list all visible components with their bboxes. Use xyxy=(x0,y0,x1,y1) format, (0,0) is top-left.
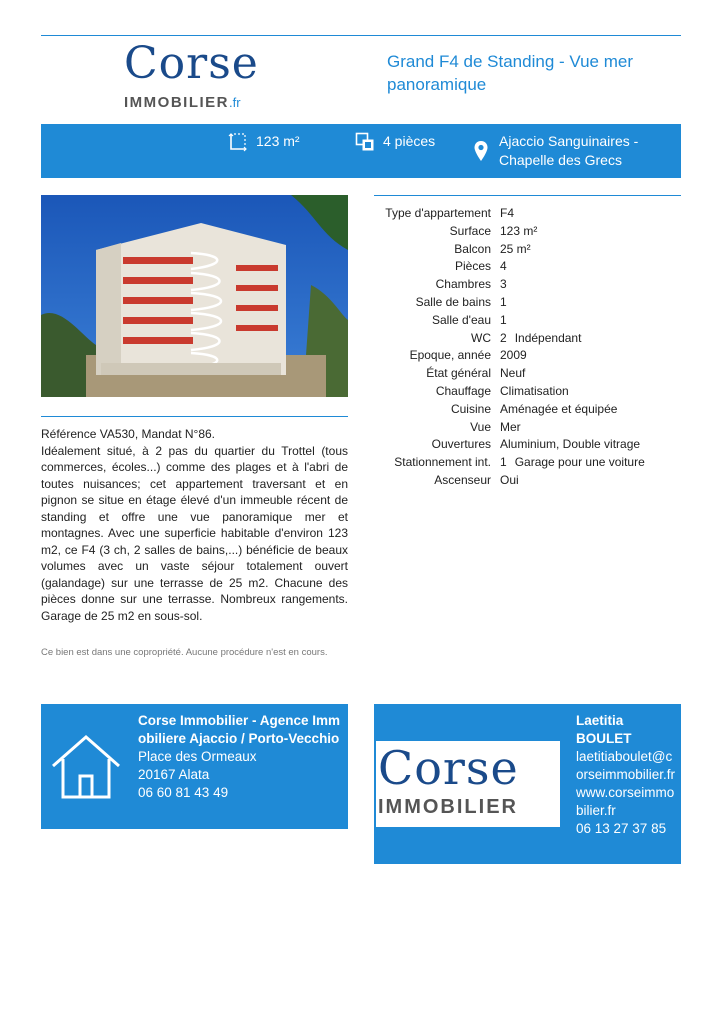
spec-row xyxy=(374,224,645,242)
agency-address-1: Place des Ormeaux xyxy=(138,749,257,764)
spec-label: WC xyxy=(471,330,491,345)
surface-info xyxy=(228,132,300,152)
copropriete-note: Ce bien est dans une copropriété. Aucune procédure n'est en cours. xyxy=(41,647,328,658)
description xyxy=(41,426,348,624)
spec-label: Ouvertures xyxy=(431,437,491,452)
spec-row xyxy=(374,437,645,455)
brand-logo[interactable] xyxy=(124,38,268,118)
spec-label: État général xyxy=(426,366,491,381)
spec-value: Neuf xyxy=(500,366,526,381)
contact-card xyxy=(374,704,681,864)
specs-divider xyxy=(374,195,681,196)
spec-extra: Indépendant xyxy=(514,330,582,345)
spec-value: Aluminium, Double vitrage xyxy=(500,437,641,452)
agency-name: Corse Immobilier - Agence Immobiliere Ajaccio / Porto-Vecchio xyxy=(138,713,341,746)
contact-name: Laetitia BOULET xyxy=(576,713,632,746)
contact-email[interactable]: laetitiaboulet@corseimmobilier.fr xyxy=(576,749,676,782)
agency-address-2: 20167 Alata xyxy=(138,767,210,782)
spec-row xyxy=(374,384,645,402)
reference-line: Référence VA530, Mandat N°86. xyxy=(41,427,216,441)
agency-phone[interactable]: 06 60 81 43 49 xyxy=(138,785,229,800)
spec-label: Chambres xyxy=(435,277,491,292)
logo-word: Corse xyxy=(124,38,259,89)
logo-subtitle: IMMOBILIER.fr xyxy=(124,94,241,111)
spec-label: Salle de bains xyxy=(415,294,491,309)
house-icon xyxy=(49,732,123,802)
spec-label: Cuisine xyxy=(450,401,491,416)
spec-row xyxy=(374,277,645,295)
spec-label: Pièces xyxy=(454,259,491,274)
spec-value: Aménagée et équipée xyxy=(500,401,618,416)
spec-value: 1 xyxy=(500,312,507,327)
agency-card xyxy=(41,704,348,829)
spec-value: 3 xyxy=(500,277,507,292)
spec-value: 4 xyxy=(500,259,507,274)
spec-value: 2 Indépendant xyxy=(500,330,582,345)
spec-value: F4 xyxy=(500,206,515,220)
spec-row xyxy=(374,259,645,277)
spec-row xyxy=(374,313,645,331)
contact-logo: Corse IMMOBILIER xyxy=(376,741,560,827)
location-value: Ajaccio Sanguinaires - Chapelle des Grecs xyxy=(499,133,639,168)
description-divider xyxy=(41,416,348,417)
spec-value: 2009 xyxy=(500,348,527,363)
spec-label: Type d'appartement xyxy=(385,206,491,220)
contact-website[interactable]: www.corseimmobilier.fr xyxy=(576,785,675,818)
surface-icon xyxy=(228,132,248,152)
spec-label: Stationnement int. xyxy=(394,455,491,470)
spec-value: Mer xyxy=(500,419,521,434)
rooms-icon xyxy=(355,132,375,152)
spec-label: Vue xyxy=(470,419,491,434)
spec-value: 1 xyxy=(500,294,507,309)
spec-value: Oui xyxy=(500,472,519,487)
spec-label: Chauffage xyxy=(435,383,491,398)
spec-row xyxy=(374,473,645,491)
rooms-value: 4 pièces xyxy=(383,133,436,149)
surface-value: 123 m² xyxy=(256,133,300,149)
spec-row xyxy=(374,402,645,420)
spec-label: Ascenseur xyxy=(434,472,491,487)
spec-row xyxy=(374,331,645,349)
specs-table xyxy=(374,206,645,491)
spec-row xyxy=(374,206,645,224)
spec-row xyxy=(374,420,645,438)
key-info-bar xyxy=(41,124,681,178)
top-divider xyxy=(41,35,681,36)
spec-label: Surface xyxy=(449,223,491,238)
spec-extra: Garage pour une voiture xyxy=(514,455,645,470)
rooms-info xyxy=(355,132,435,152)
contact-phone[interactable]: 06 13 27 37 85 xyxy=(576,821,667,836)
location-info xyxy=(473,132,673,170)
spec-row xyxy=(374,366,645,384)
spec-value: 1 Garage pour une voiture xyxy=(500,455,645,470)
property-photo[interactable] xyxy=(41,195,348,397)
spec-value: 25 m² xyxy=(500,241,531,256)
spec-row xyxy=(374,295,645,313)
spec-row xyxy=(374,242,645,260)
map-pin-icon xyxy=(473,140,489,162)
spec-label: Epoque, année xyxy=(409,348,491,363)
spec-row xyxy=(374,348,645,366)
spec-value: 123 m² xyxy=(500,223,538,238)
spec-row xyxy=(374,455,645,473)
spec-label: Salle d'eau xyxy=(431,312,491,327)
description-body: Idéalement situé, à 2 pas du quartier du Trottel (tous commerces, écoles...) comme des plages et à l'abri de toutes nuisances; cet appartement traversant et en pignon se situe en étage élevé d'un immeuble récent de standing et offre une vue panoramique mer et montagnes. Avec une superficie habitable d'environ 123 m2, ce F4 (3 ch, 2 salles de bains,...) bénéficie de beaux volumes avec un vaste séjour totalement ouvert (galandage) sur une terrasse de 25 m2. Chacune des pièces donne sur une terrasse. Nombreux rangements. Garage de 25 m2 en sous-sol. xyxy=(41,443,348,623)
spec-label: Balcon xyxy=(454,241,491,256)
spec-value: Climatisation xyxy=(500,383,569,398)
listing-title: Grand F4 de Standing - Vue mer panoramique xyxy=(387,52,634,94)
